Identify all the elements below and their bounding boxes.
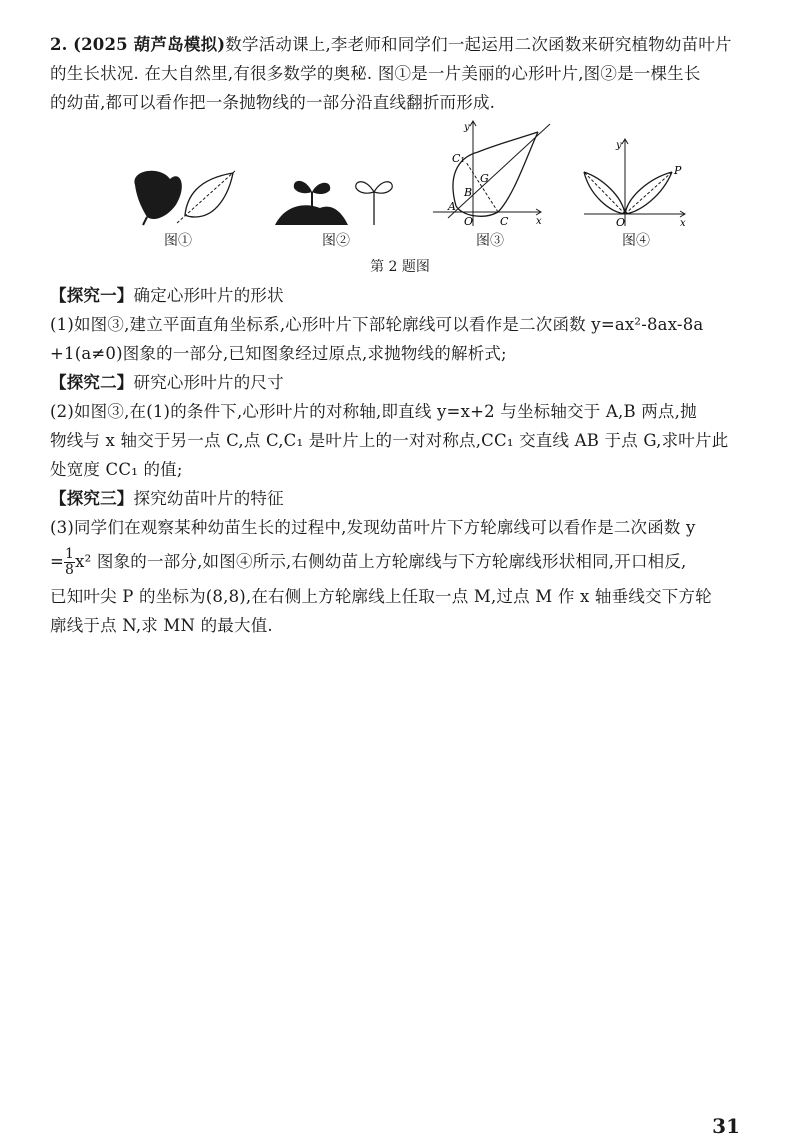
figure-4-label: 图④: [622, 233, 650, 249]
figure-1-heart-leaf: [125, 165, 255, 230]
section-2-heading: [50, 368, 740, 397]
fraction-numerator: 1: [65, 546, 75, 562]
section-1-line-2: +1(a≠0)图象的一部分,已知图象经过原点,求抛物线的解析式;: [50, 344, 507, 363]
section-3-line-2-text: x² 图象的一部分,如图④所示,右侧幼苗上方轮廓线与下方轮廓线形状相同,开口相反,: [75, 552, 687, 571]
problem-intro: [50, 30, 740, 117]
figure-4-seedling-parabola: [580, 136, 695, 228]
figure-3-label: 图③: [476, 233, 504, 249]
intro-text-1: 数学活动课上,李老师和同学们一起运用二次函数来研究植物幼苗叶片: [225, 35, 732, 54]
section-1-heading: [50, 281, 740, 310]
problem-source: (2025 葫芦岛模拟): [73, 35, 226, 54]
fig3-label-g: G: [480, 172, 489, 185]
fig4-label-o: O: [616, 216, 626, 228]
fig3-label-y: y: [464, 122, 470, 133]
section-3-heading: [50, 484, 740, 513]
section-2-line-2: 物线与 x 轴交于另一点 C,点 C,C₁ 是叶片上的一对对称点,CC₁ 交直线 AB 于点 G,求叶片此: [50, 431, 729, 450]
section-1-title-rest: 确定心形叶片的形状: [133, 286, 284, 305]
fig3-label-c1: C₁: [452, 152, 465, 165]
fig3-label-b: B: [464, 186, 473, 199]
fig3-label-o: O: [464, 215, 474, 228]
section-3-line-3: 已知叶尖 P 的坐标为(8,8),在右侧上方轮廓线上任取一点 M,过点 M 作 x 轴垂线交下方轮: [50, 587, 712, 606]
intro-line-3: 的幼苗,都可以看作把一条抛物线的一部分沿直线翻折而形成.: [50, 93, 496, 112]
figure-2-seedling: [270, 170, 400, 232]
section-1-line-1: (1)如图③,建立平面直角坐标系,心形叶片下部轮廓线可以看作是二次函数 y=ax²-8ax-8a: [50, 315, 704, 334]
section-3-line-2: [50, 542, 740, 582]
fraction-denominator: 8: [65, 562, 75, 578]
section-2-line-3: 处宽度 CC₁ 的值;: [50, 460, 183, 479]
section-1: [50, 281, 740, 368]
figure-1-label: 图①: [164, 233, 192, 249]
section-2: [50, 368, 740, 484]
fig3-label-x: x: [536, 216, 542, 227]
figure-caption: 第 2 题图: [370, 259, 430, 275]
fig3-label-c: C: [500, 215, 509, 228]
section-3-title: 【探究三】: [50, 489, 134, 508]
fig4-label-y: y: [616, 140, 622, 151]
fig3-label-a: A: [448, 200, 456, 213]
figure-2-label: 图②: [322, 233, 350, 249]
intro-line-2: 的生长状况. 在大自然里,有很多数学的奥秘. 图①是一片美丽的心形叶片,图②是一棵生长: [50, 64, 701, 83]
section-2-title-rest: 研究心形叶片的尺寸: [133, 373, 284, 392]
figure-3-coordinate-leaf: [428, 118, 558, 230]
section-1-title: 【探究一】: [50, 286, 134, 305]
section-2-title: 【探究二】: [50, 373, 134, 392]
section-3: [50, 484, 740, 640]
equals-sign: =: [50, 552, 65, 571]
section-2-line-1: (2)如图③,在(1)的条件下,心形叶片的对称轴,即直线 y=x+2 与坐标轴交于 A,B 两点,抛: [50, 402, 697, 421]
intro-line-1: [50, 30, 740, 59]
section-3-title-rest: 探究幼苗叶片的特征: [133, 489, 284, 508]
fig4-label-p: P: [674, 164, 682, 177]
page-number: 31: [712, 1114, 740, 1138]
section-3-line-1: (3)同学们在观察某种幼苗生长的过程中,发现幼苗叶片下方轮廓线可以看作是二次函数 y: [50, 518, 696, 537]
problem-number: 2.: [50, 35, 68, 54]
section-3-line-4: 廓线于点 N,求 MN 的最大值.: [50, 616, 273, 635]
fig4-label-x: x: [680, 218, 686, 228]
fraction-one-eighth: [64, 547, 75, 578]
